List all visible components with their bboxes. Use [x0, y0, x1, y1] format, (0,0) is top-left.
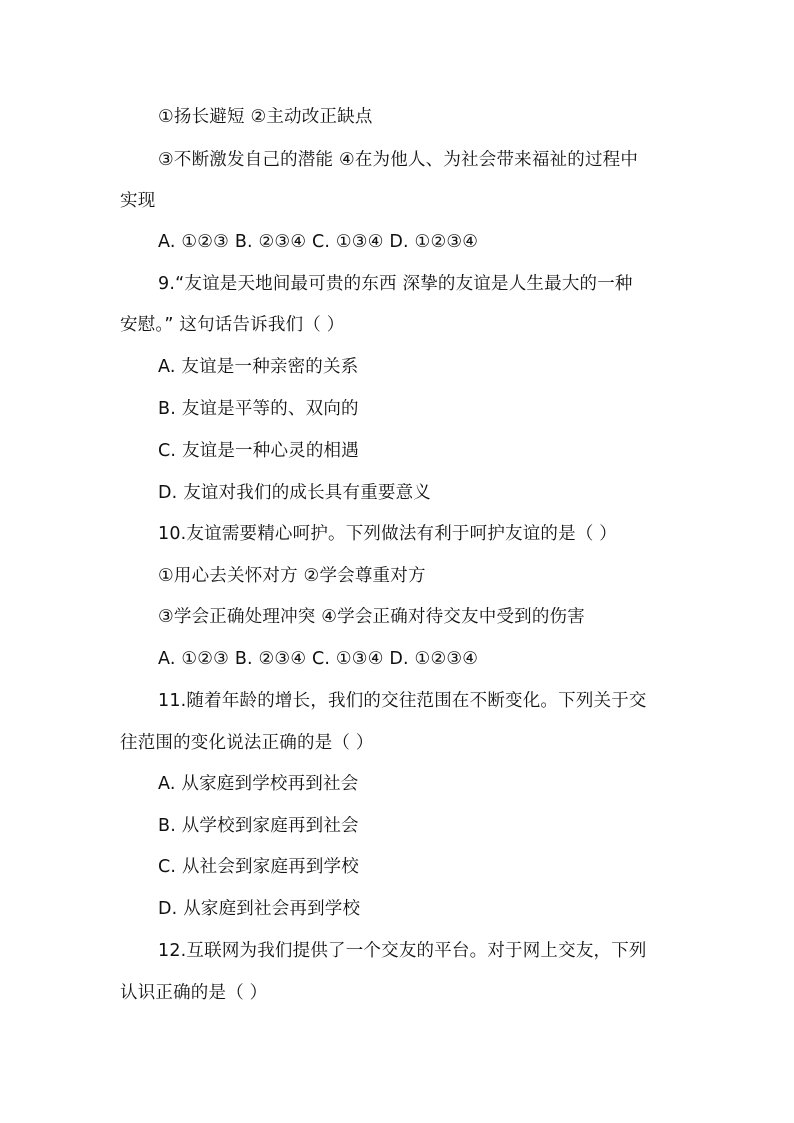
question-9-option-b: B. 友谊是平等的、双向的 — [158, 399, 359, 419]
question-9-continued: 安慰。” 这句话告诉我们（ ） — [120, 315, 345, 335]
question-10-choices: A. ①②③ B. ②③④ C. ①③④ D. ①②③④ — [158, 649, 479, 669]
question-12-continued: 认识正确的是（ ） — [120, 983, 268, 1003]
question-12: 12.互联网为我们提供了一个交友的平台。对于网上交友，下列 — [158, 941, 647, 961]
option-line: ①扬长避短 ②主动改正缺点 — [158, 107, 373, 127]
question-9-option-a: A. 友谊是一种亲密的关系 — [158, 357, 359, 377]
question-11: 11.随着年龄的增长，我们的交往范围在不断变化。下列关于交 — [158, 691, 647, 711]
question-9: 9.“友谊是天地间最可贵的东西 深挚的友谊是人生最大的一种 — [158, 274, 633, 294]
question-11-option-c: C. 从社会到家庭再到学校 — [158, 857, 359, 877]
question-10-item: ①用心去关怀对方 ②学会尊重对方 — [158, 566, 426, 586]
question-11-continued: 往范围的变化说法正确的是（ ） — [120, 733, 374, 753]
question-11-option-a: A. 从家庭到学校再到社会 — [158, 774, 359, 794]
question-9-option-c: C. 友谊是一种心灵的相遇 — [158, 441, 359, 461]
question-10: 10.友谊需要精心呵护。下列做法有利于呵护友谊的是（ ） — [158, 524, 617, 544]
option-line-continued: 实现 — [120, 191, 156, 211]
option-line: ③不断激发自己的潜能 ④在为他人、为社会带来福祉的过程中 — [158, 150, 639, 170]
question-11-option-d: D. 从家庭到社会再到学校 — [158, 899, 361, 919]
question-9-option-d: D. 友谊对我们的成长具有重要意义 — [158, 483, 431, 503]
question-10-item: ③学会正确处理冲突 ④学会正确对待交友中受到的伤害 — [158, 607, 585, 627]
answer-choices: A. ①②③ B. ②③④ C. ①③④ D. ①②③④ — [158, 232, 479, 252]
question-11-option-b: B. 从学校到家庭再到社会 — [158, 816, 359, 836]
